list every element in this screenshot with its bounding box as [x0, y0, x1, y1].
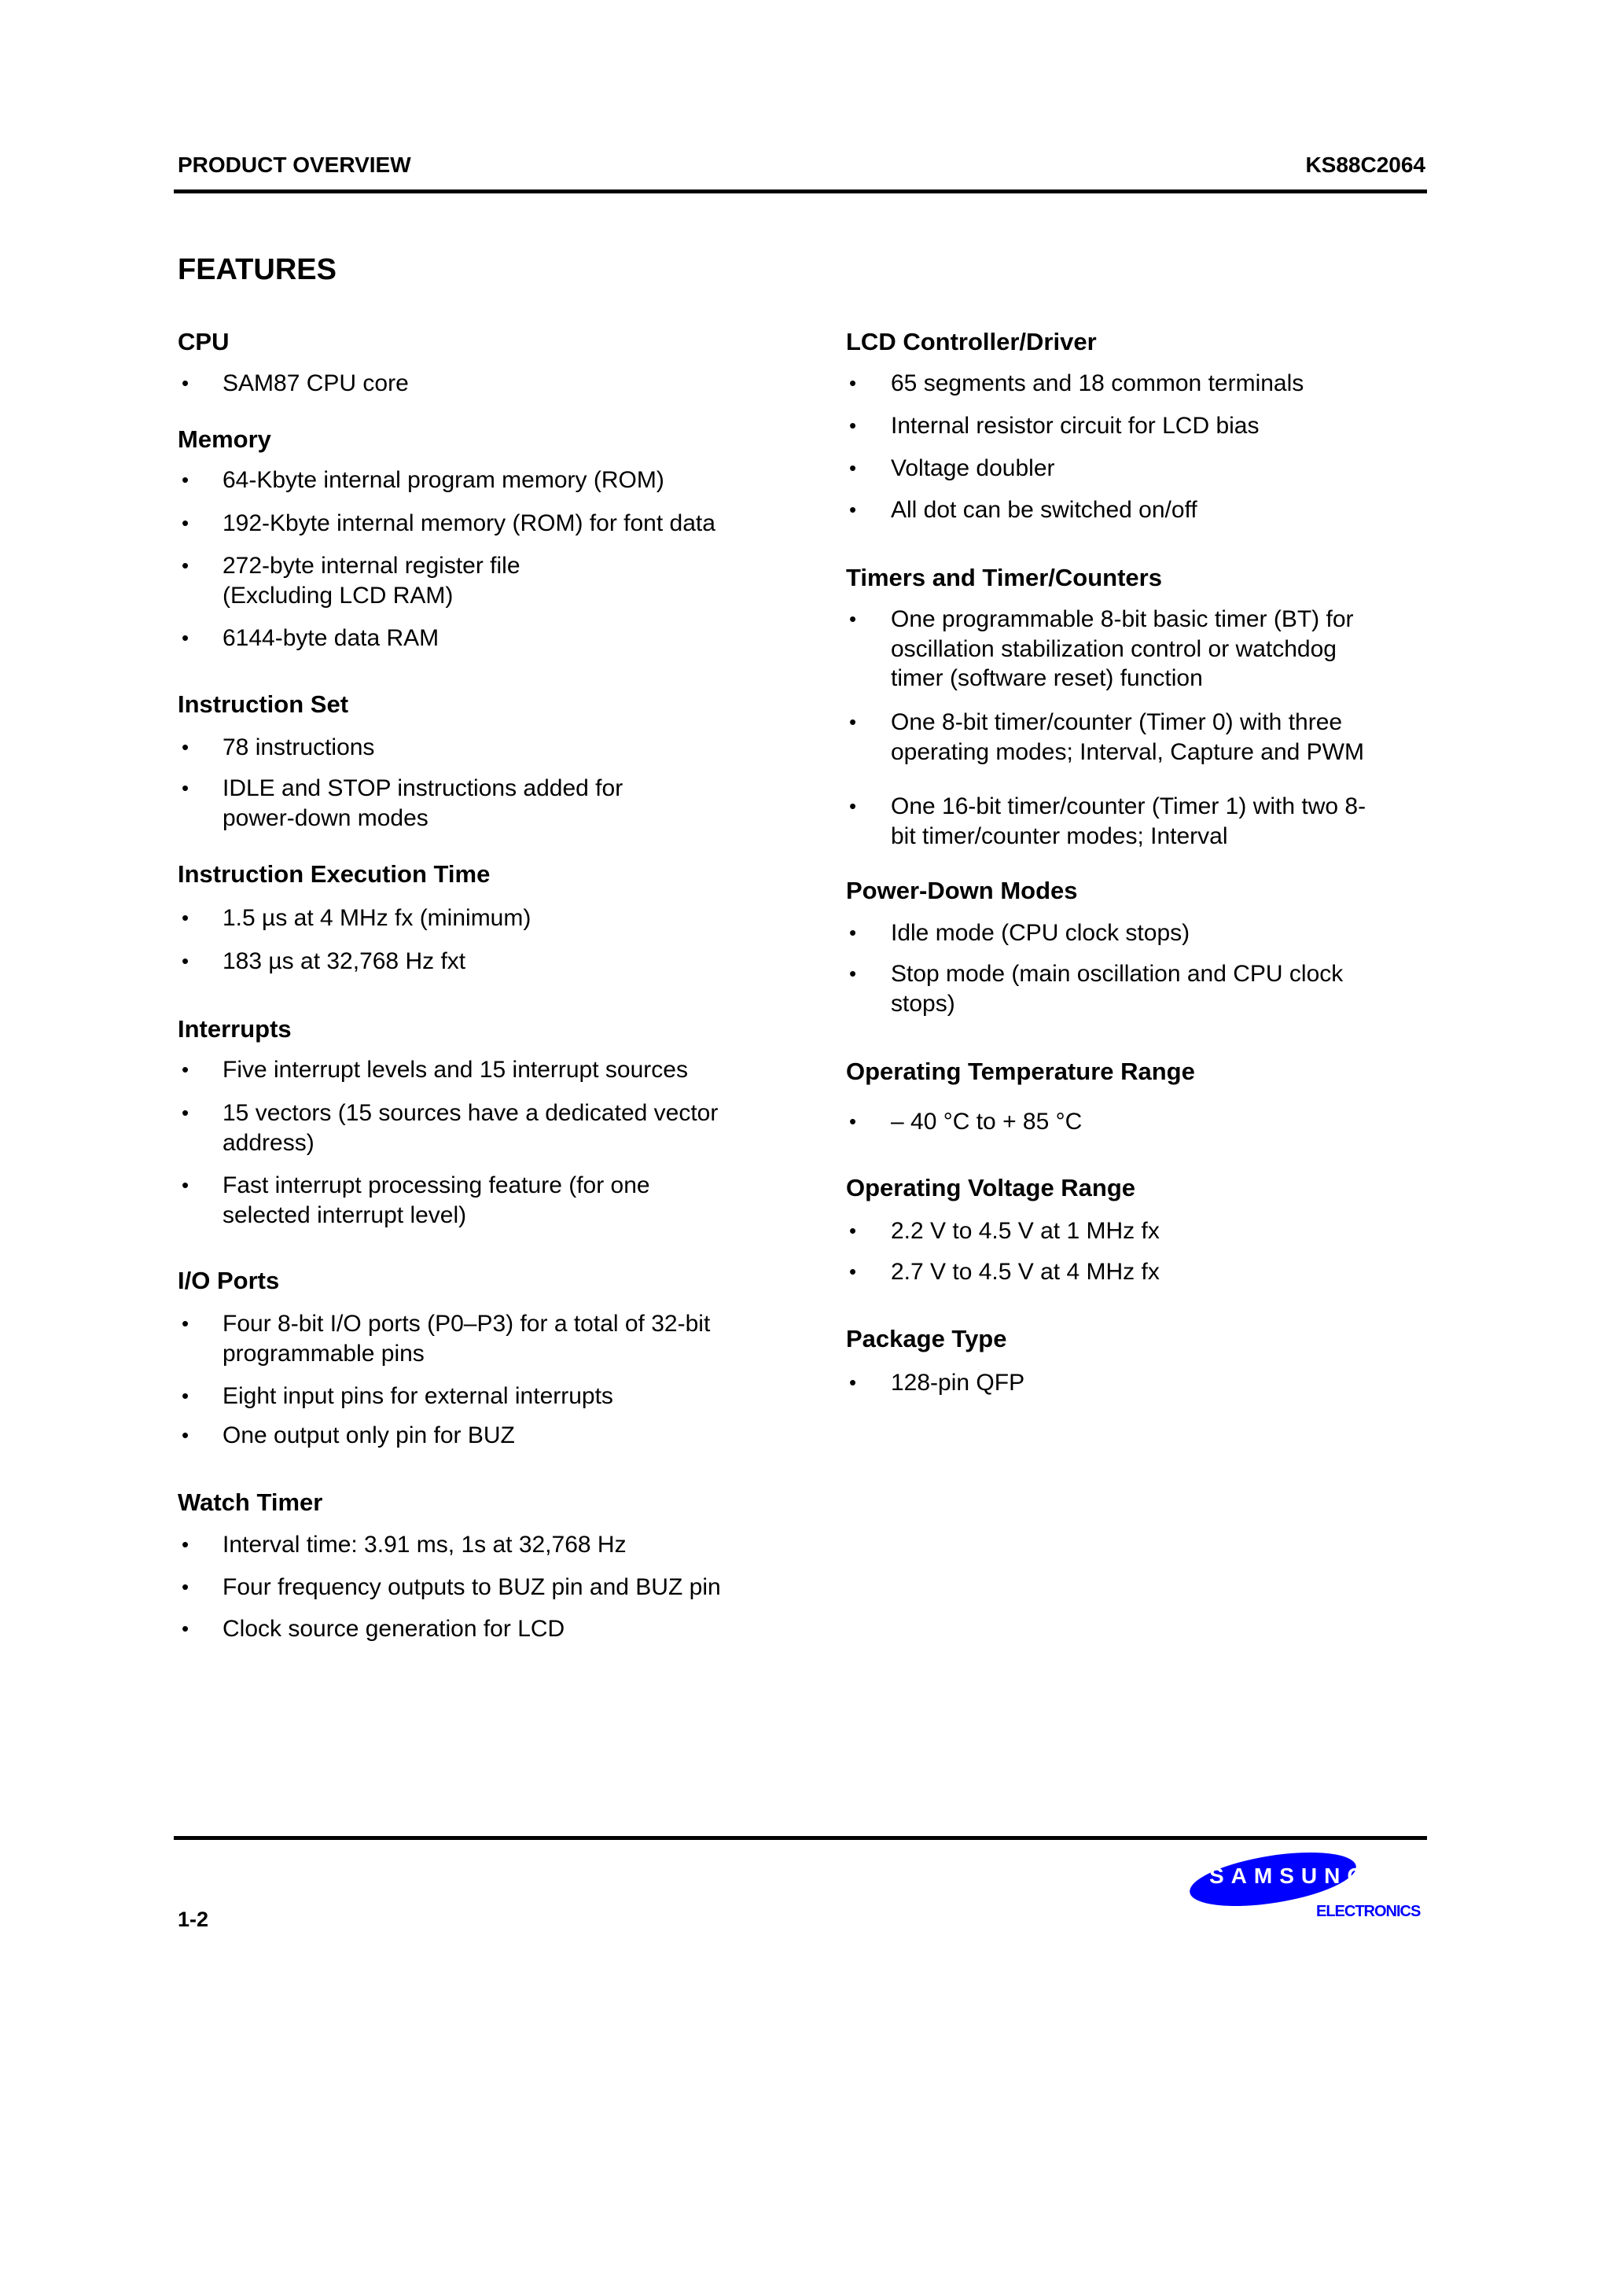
section-heading: Instruction Set [178, 690, 349, 718]
feature-item: One output only pin for BUZ [223, 1422, 515, 1448]
feature-item: Interval time: 3.91 ms, 1s at 32,768 Hz [223, 1532, 627, 1558]
feature-item: – 40 °C to + 85 °C [891, 1109, 1083, 1135]
bullet-icon: • [182, 1058, 189, 1081]
bullet-icon: • [182, 1533, 189, 1556]
feature-item: Voltage doubler [891, 455, 1055, 481]
feature-item: Four 8-bit I/O ports (P0–P3) for a total of 32-bit programmable pins [223, 1311, 711, 1367]
section-heading: Power-Down Modes [846, 877, 1078, 904]
bullet-icon: • [849, 371, 857, 395]
bullet-icon: • [849, 794, 857, 818]
feature-item: 78 instructions [223, 734, 375, 760]
bullet-icon: • [182, 554, 189, 577]
feature-item: 128-pin QFP [891, 1370, 1025, 1396]
section-heading: Operating Temperature Range [846, 1058, 1195, 1085]
feature-item: 1.5 µs at 4 MHz fx (minimum) [223, 905, 531, 931]
footer-rule [174, 1836, 1427, 1840]
section-heading: CPU [178, 328, 230, 355]
section-heading: Package Type [846, 1325, 1007, 1352]
feature-item: Stop mode (main oscillation and CPU clock stops) [891, 961, 1344, 1017]
section-heading: Timers and Timer/Counters [846, 564, 1162, 591]
feature-item: One 8-bit timer/counter (Timer 0) with three operating modes; Interval, Capture and PWM [891, 709, 1364, 765]
bullet-icon: • [182, 776, 189, 800]
feature-item: One 16-bit timer/counter (Timer 1) with two 8- bit timer/counter modes; Interval [891, 793, 1366, 849]
bullet-icon: • [182, 1384, 189, 1407]
bullet-icon: • [182, 626, 189, 649]
bullet-icon: • [849, 1109, 857, 1133]
bullet-icon: • [182, 1423, 189, 1447]
logo-electronics: ELECTRONICS [1316, 1903, 1421, 1920]
bullet-icon: • [849, 962, 857, 985]
feature-item: IDLE and STOP instructions added for power-down modes [223, 775, 623, 831]
section-heading: Interrupts [178, 1015, 292, 1043]
feature-item: Internal resistor circuit for LCD bias [891, 413, 1260, 439]
bullet-icon: • [182, 1617, 189, 1640]
header-part-number: KS88C2064 [1305, 153, 1425, 177]
section-heading: I/O Ports [178, 1267, 280, 1294]
feature-item: 272-byte internal register file (Excluding LCD RAM) [223, 553, 520, 609]
feature-item: Four frequency outputs to BUZ pin and BUZ pin [223, 1574, 721, 1600]
section-heading: LCD Controller/Driver [846, 328, 1097, 355]
feature-item: 6144-byte data RAM [223, 625, 440, 651]
section-heading: Memory [178, 425, 271, 453]
bullet-icon: • [182, 906, 189, 929]
page-number: 1-2 [178, 1908, 209, 1931]
bullet-icon: • [182, 371, 189, 395]
feature-item: One programmable 8-bit basic timer (BT) for oscillation stabilization control or watchdog timer (software reset) function [891, 606, 1354, 691]
bullet-icon: • [182, 1575, 189, 1599]
section-heading: Instruction Execution Time [178, 860, 491, 888]
feature-item: Five interrupt levels and 15 interrupt sources [223, 1057, 688, 1083]
bullet-icon: • [849, 710, 857, 734]
header-section-title: PRODUCT OVERVIEW [178, 153, 411, 177]
bullet-icon: • [182, 1173, 189, 1197]
bullet-icon: • [182, 1312, 189, 1335]
section-heading: Watch Timer [178, 1488, 323, 1516]
feature-item: 64-Kbyte internal program memory (ROM) [223, 467, 664, 493]
feature-item: 15 vectors (15 sources have a dedicated vector address) [223, 1100, 719, 1156]
logo-wordmark: SAMSUNG [1209, 1864, 1372, 1888]
bullet-icon: • [849, 1219, 857, 1242]
feature-item: Idle mode (CPU clock stops) [891, 920, 1190, 946]
feature-item: 2.2 V to 4.5 V at 1 MHz fx [891, 1218, 1160, 1244]
feature-item: 192-Kbyte internal memory (ROM) for font data [223, 510, 715, 536]
bullet-icon: • [849, 1371, 857, 1394]
bullet-icon: • [182, 511, 189, 535]
feature-item: SAM87 CPU core [223, 370, 409, 396]
feature-item: 2.7 V to 4.5 V at 4 MHz fx [891, 1259, 1160, 1285]
feature-item: 183 µs at 32,768 Hz fxt [223, 948, 466, 974]
bullet-icon: • [182, 468, 189, 491]
bullet-icon: • [849, 921, 857, 944]
feature-item: Fast interrupt processing feature (for one selected interrupt level) [223, 1172, 650, 1228]
bullet-icon: • [182, 949, 189, 973]
samsung-logo [1186, 1849, 1372, 1909]
bullet-icon: • [849, 498, 857, 521]
bullet-icon: • [849, 607, 857, 631]
header-rule [174, 189, 1427, 193]
feature-item: All dot can be switched on/off [891, 497, 1197, 523]
feature-item: Eight input pins for external interrupts [223, 1383, 613, 1409]
bullet-icon: • [182, 735, 189, 759]
section-heading: Operating Voltage Range [846, 1174, 1136, 1201]
feature-item: 65 segments and 18 common terminals [891, 370, 1304, 396]
bullet-icon: • [849, 414, 857, 437]
page-title: FEATURES [178, 253, 337, 286]
feature-item: Clock source generation for LCD [223, 1616, 565, 1642]
bullet-icon: • [849, 1260, 857, 1283]
bullet-icon: • [849, 456, 857, 480]
bullet-icon: • [182, 1101, 189, 1124]
